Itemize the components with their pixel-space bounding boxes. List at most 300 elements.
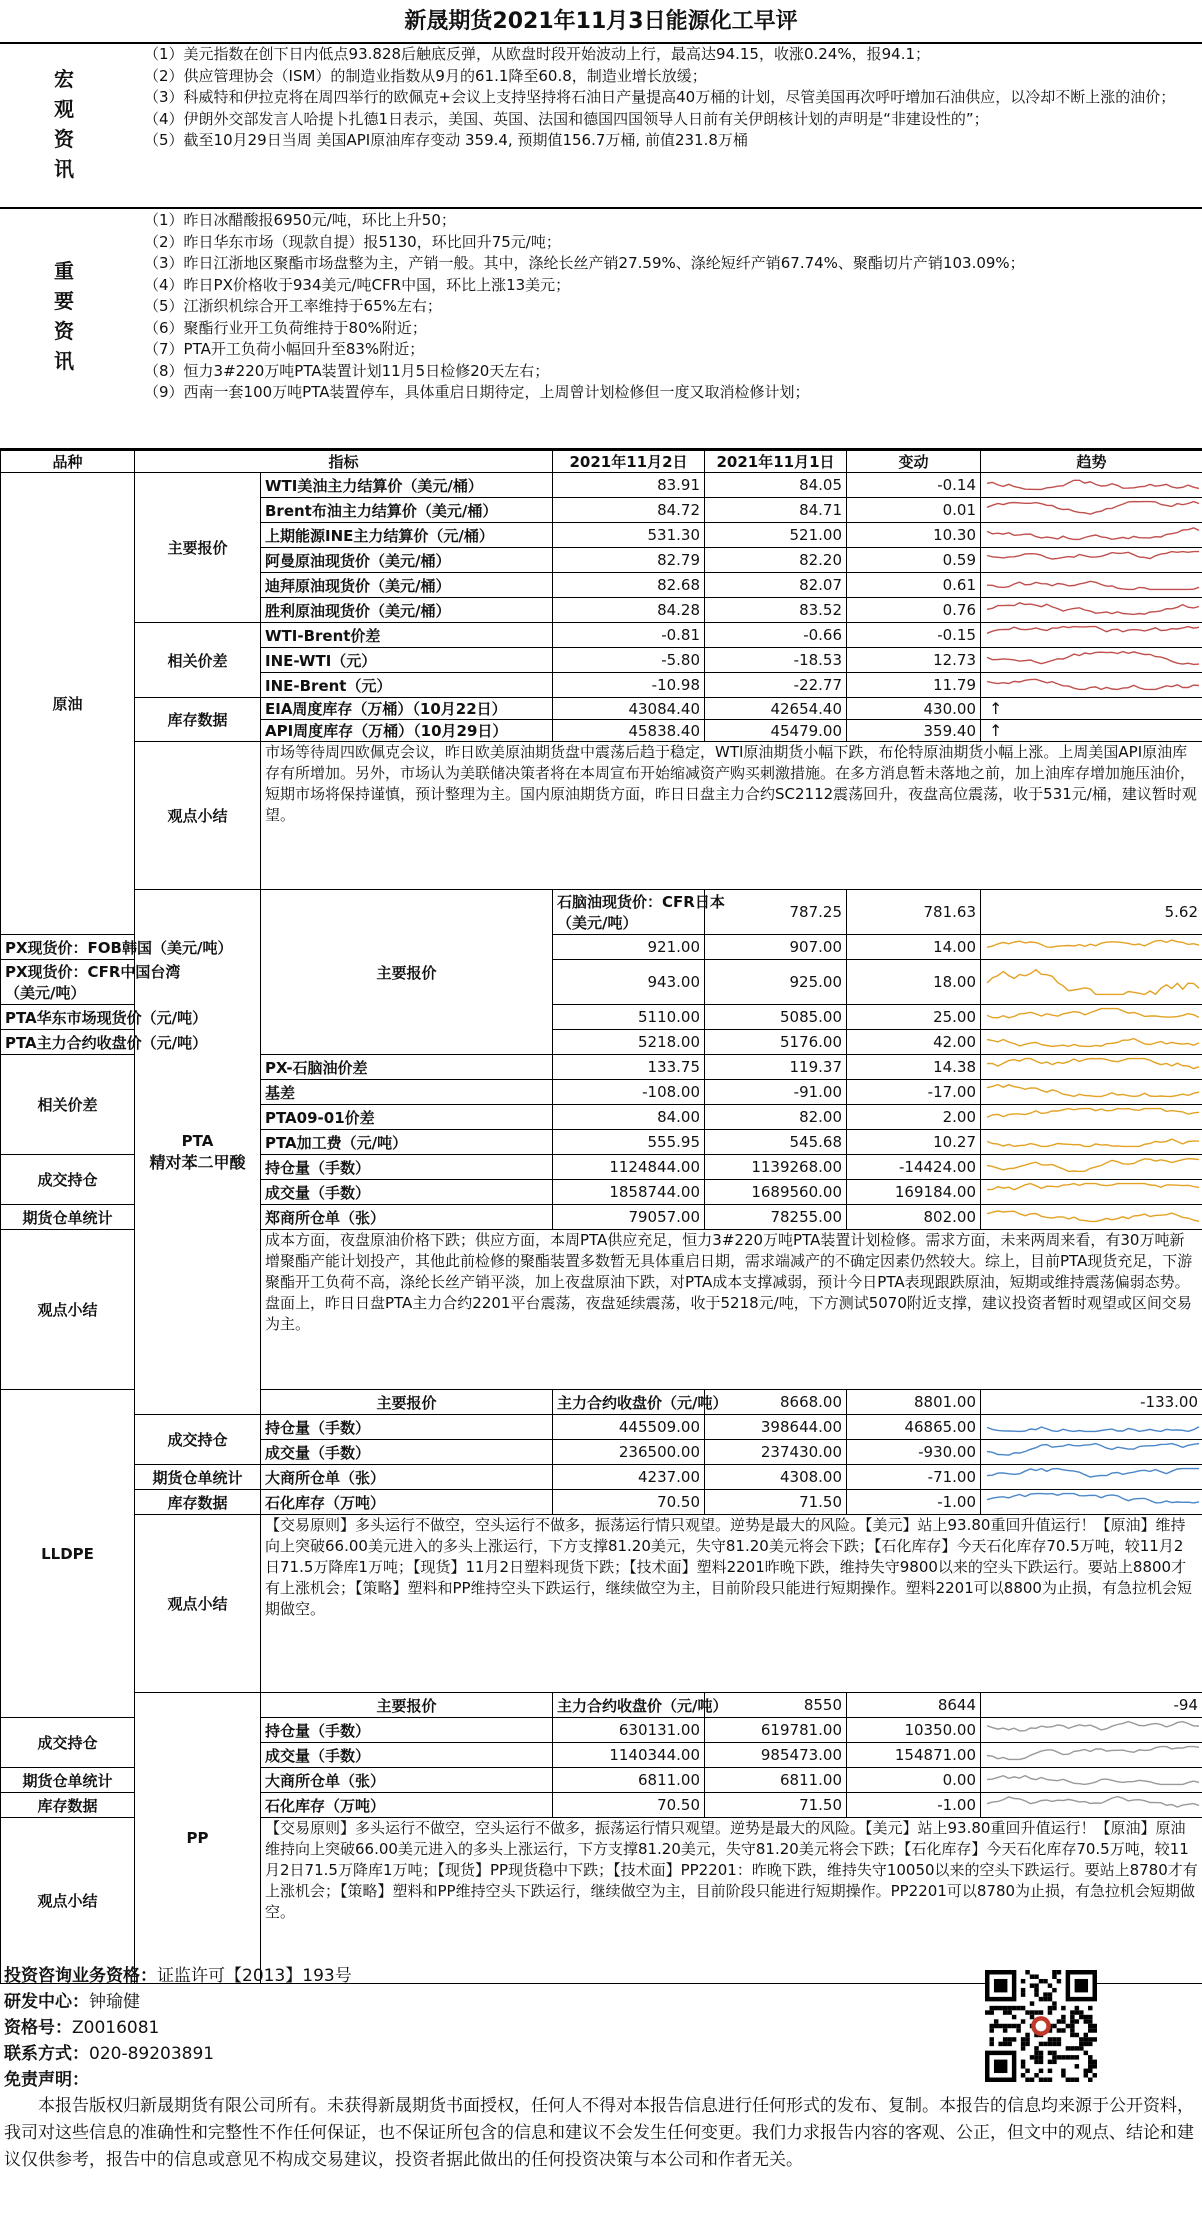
view-text: 【交易原则】多头运行不做空，空头运行不做多，振荡运行情只观望。逆势是最大的风险。【美元】站上93.80重回升值运行！【原油】原油维持向上突破66.00美元进入的多头上涨运行，下方支撑81.20美元，失守81.20美元将会下跌；【石化库存】今天石化库存70.5万吨，较11月2日71.5万降库1万吨；【现货】PP现货稳中下跌；【技术面】PP2201：昨晚下跌，维持失守10050以来的空头下跌运行。要站上8780才有上涨机会；【策略】塑料和PP维持空头下跌运行，继续做空为主，目前阶段只能进行短期操作。PP2201可以8780为止损，有急拉机会短期做空。 [261, 1818, 1202, 1984]
value-cell: 5085.00 [705, 1005, 847, 1030]
indicator-name: PX现货价：FOB韩国（美元/吨） [5, 938, 233, 957]
group-label: 库存数据 [1, 1793, 135, 1818]
trend-sparkline [985, 1743, 1201, 1763]
change-cell: 14.00 [847, 935, 981, 960]
indicator-label [261, 1465, 553, 1490]
rd-label: 研发中心： [4, 1992, 89, 2012]
value-cell: 555.95 [553, 1130, 705, 1155]
indicator-name: EIA周度库存（万桶）（10月22日） [265, 700, 507, 718]
value-cell: 781.63 [847, 890, 981, 935]
trend-sparkline [985, 1080, 1201, 1100]
indicator-label [553, 1390, 728, 1415]
trend-cell [981, 1490, 1202, 1515]
trend-sparkline [985, 623, 1201, 643]
change-cell: -94 [981, 1693, 1202, 1718]
indicator-label [1, 960, 181, 1005]
macro-item: （4）伊朗外交部发言人哈提卜扎德1日表示，美国、英国、法国和德国四国领导人日前有关伊朗核计划的声明是“非建设性的”； [144, 109, 989, 128]
trend-cell [981, 1793, 1202, 1818]
indicator-label [1, 1030, 208, 1055]
data-table [0, 450, 1202, 1984]
news-item: （2）昨日华东市场（现款自提）报5130，环比回升75元/吨； [144, 232, 561, 251]
value-cell: 8644 [847, 1693, 981, 1718]
indicator-label [261, 1490, 553, 1515]
macro-item: （1）美元指数在创下日内低点93.828后触底反弹，从欧盘时段开始波动上行，最高达94.15，收涨0.24%，报94.1； [144, 45, 931, 63]
change-cell: 18.00 [847, 960, 981, 1005]
indicator-name: PX现货价：CFR中国台湾 [5, 963, 181, 981]
trend-cell [981, 1030, 1202, 1055]
header-date1: 2021年11月2日 [553, 451, 705, 473]
up-arrow-icon: ↑ [989, 699, 1003, 718]
value-cell: -0.81 [553, 623, 705, 648]
news-item: （6）聚酯行业开工负荷维持于80%附近； [144, 318, 427, 337]
value-cell: -5.80 [553, 648, 705, 673]
group-label: 观点小结 [135, 1515, 261, 1693]
indicator-name: 基差 [265, 1083, 296, 1102]
indicator-name: 石化库存（万吨） [265, 1796, 386, 1815]
news-item: （4）昨日PX价格收于934美元/吨CFR中国，环比上涨13美元； [144, 275, 571, 294]
value-cell: 82.20 [705, 548, 847, 573]
macro-item: （2）供应管理协会（ISM）的制造业指数从9月的61.1降至60.8，制造业增长放缓； [144, 66, 707, 85]
trend-sparkline [985, 960, 1201, 1000]
macro-item: （3）科威特和伊拉克将在周四举行的欧佩克+会议上支持坚持将石油日产量提高40万桶的计划，尽管美国再次呼吁增加石油供应，以冷却不断上涨的油价； [144, 88, 1176, 106]
trend-sparkline [985, 1130, 1201, 1150]
value-cell: 787.25 [705, 890, 847, 935]
trend-cell [981, 935, 1202, 960]
group-label: 库存数据 [135, 698, 261, 742]
indicator-name: PX-石脑油价差 [265, 1058, 368, 1077]
trend-sparkline [985, 1205, 1201, 1225]
trend-cell [981, 1055, 1202, 1080]
trend-sparkline [985, 1105, 1201, 1125]
change-cell: -930.00 [847, 1440, 981, 1465]
value-cell: 8550 [705, 1693, 847, 1718]
value-cell: 84.72 [553, 498, 705, 523]
value-cell: 943.00 [553, 960, 705, 1005]
indicator-name: 郑商所仓单（张） [265, 1208, 386, 1227]
trend-cell [981, 1205, 1202, 1230]
value-cell: 925.00 [705, 960, 847, 1005]
indicator-label [261, 673, 553, 698]
change-cell: 430.00 [847, 698, 981, 720]
trend-sparkline [985, 1793, 1201, 1813]
qual-label: 资格号： [4, 2018, 72, 2038]
table-row [1, 1490, 1202, 1515]
news-item: （7）PTA开工负荷小幅回升至83%附近； [144, 340, 425, 358]
value-cell: 5110.00 [553, 1005, 705, 1030]
value-cell: 4308.00 [705, 1465, 847, 1490]
indicator-name: INE-WTI（元） [265, 651, 377, 670]
trend-cell [981, 1155, 1202, 1180]
header-change: 变动 [847, 451, 981, 473]
indicator-label [261, 1440, 553, 1465]
value-cell: 70.50 [553, 1793, 705, 1818]
table-row [1, 1693, 1202, 1718]
value-cell: 8668.00 [705, 1390, 847, 1415]
value-cell: 42654.40 [705, 698, 847, 720]
change-cell: -0.15 [847, 623, 981, 648]
view-text: 成本方面，夜盘原油价格下跌；供应方面，本周PTA供应充足，恒力3#220万吨PTA装置计划检修。需求方面，未来两周来看，有30万吨新增聚酯产能计划投产，其他此前检修的聚酯装置多数暂无具体重启日期，需求端减产的不确定因素仍然较大。综上，目前PTA现货充足，下游聚酯开工负荷不高，涤纶长丝产销平淡，加上夜盘原油下跌，对PTA成本支撑减弱，预计今日PTA表现跟跌原油，短期或维持震荡偏弱态势。盘面上，昨日日盘PTA主力合约2201平台震荡，夜盘延续震荡，收于5218元/吨，下方测试5070附近支撑，建议投资者暂时观望或区间交易为主。 [261, 1230, 1202, 1390]
pp-name-cell [135, 1693, 261, 1984]
value-cell: 45479.00 [705, 720, 847, 742]
value-cell: -0.66 [705, 623, 847, 648]
macro-list [144, 44, 1194, 152]
indicator-label [553, 1693, 728, 1718]
news-item: （3）昨日江浙地区聚酯市场盘整为主，产销一般。其中，涤纶长丝产销27.59%、涤纶短纤产销67.74%、聚酯切片产销103.09%； [144, 254, 1025, 272]
change-cell: 359.40 [847, 720, 981, 742]
change-cell: -0.14 [847, 473, 981, 498]
trend-cell [981, 573, 1202, 598]
change-cell: 10350.00 [847, 1718, 981, 1743]
change-cell: -1.00 [847, 1490, 981, 1515]
change-cell: 0.00 [847, 1768, 981, 1793]
indicator-label [261, 1768, 553, 1793]
indicator-name: 成交量（手数） [265, 1443, 371, 1462]
lldpe-name: LLDPE [41, 1544, 94, 1563]
value-cell: 82.79 [553, 548, 705, 573]
indicator-name: 持仓量（手数） [265, 1721, 371, 1740]
value-cell: 43084.40 [553, 698, 705, 720]
change-cell: 14.38 [847, 1055, 981, 1080]
value-cell: -22.77 [705, 673, 847, 698]
indicator-label [261, 1793, 553, 1818]
indicator-label [261, 548, 553, 573]
table-row [1, 890, 1202, 935]
indicator-label [261, 1130, 553, 1155]
change-cell: -133.00 [981, 1390, 1202, 1415]
value-cell: 521.00 [705, 523, 847, 548]
value-cell: 133.75 [553, 1055, 705, 1080]
indicator-name: INE-Brent（元） [265, 676, 392, 695]
value-cell: 1139268.00 [705, 1155, 847, 1180]
news-item: （8）恒力3#220万吨PTA装置计划11月5日检修20天左右； [144, 361, 550, 380]
crude-name-cell [1, 473, 135, 935]
indicator-label [1, 935, 233, 960]
group-label: 相关价差 [135, 623, 261, 698]
change-cell: 10.30 [847, 523, 981, 548]
disclaimer-label: 免责声明： [4, 2070, 89, 2090]
value-cell: 82.00 [705, 1105, 847, 1130]
value-cell: 237430.00 [705, 1440, 847, 1465]
indicator-label [261, 623, 553, 648]
news-list [144, 210, 1194, 404]
trend-cell [981, 1465, 1202, 1490]
trend-sparkline [985, 1030, 1201, 1050]
group-label: 期货仓单统计 [1, 1205, 135, 1230]
value-cell: 907.00 [705, 935, 847, 960]
group-label: 成交持仓 [135, 1415, 261, 1465]
value-cell: 619781.00 [705, 1718, 847, 1743]
indicator-label [261, 573, 553, 598]
license-value: 证监许可【2013】193号 [157, 1966, 352, 1986]
news-item: （1）昨日冰醋酸报6950元/吨，环比上升50； [144, 211, 456, 229]
up-arrow-icon: ↑ [989, 721, 1003, 740]
trend-cell [981, 1743, 1202, 1768]
table-row [1, 1465, 1202, 1490]
trend-sparkline [985, 498, 1201, 518]
indicator-name: 石脑油现货价：CFR日本 [557, 893, 725, 911]
trend-sparkline [985, 1440, 1201, 1460]
view-row [1, 1515, 1202, 1693]
value-cell: 70.50 [553, 1490, 705, 1515]
news-item: （5）江浙织机综合开工率维持于65%左右； [144, 297, 442, 315]
value-cell: -10.98 [553, 673, 705, 698]
value-cell: 531.30 [553, 523, 705, 548]
value-cell: 921.00 [553, 935, 705, 960]
value-cell: 71.50 [705, 1793, 847, 1818]
group-label: 成交持仓 [1, 1718, 135, 1768]
header-date2: 2021年11月1日 [705, 451, 847, 473]
license-label: 投资咨询业务资格： [4, 1966, 157, 1986]
view-text: 市场等待周四欧佩克会议，昨日欧美原油期货盘中震荡后趋于稳定，WTI原油期货小幅下跌，布伦特原油期货小幅上涨。上周美国API原油库存有所增加。另外，市场认为美联储决策者将在本周宣布开始缩减资产购买刺激措施。在多方消息暂未落地之前，加上油库存增加施压油价，短期市场将保持谨慎，预计整理为主。国内原油期货方面，昨日日盘主力合约SC2112震荡回升，夜盘高位震荡，收于531元/桶，建议暂时观望。 [261, 742, 1202, 890]
group-label: 主要报价 [261, 890, 553, 1055]
change-cell: 46865.00 [847, 1415, 981, 1440]
trend-cell [981, 1180, 1202, 1205]
indicator-name: 主力合约收盘价（元/吨） [557, 1696, 728, 1715]
contact-label: 联系方式： [4, 2044, 89, 2064]
value-cell: 82.07 [705, 573, 847, 598]
value-cell: 119.37 [705, 1055, 847, 1080]
value-cell: 78255.00 [705, 1205, 847, 1230]
indicator-name: 阿曼原油现货价（美元/桶） [265, 551, 451, 570]
trend-cell [981, 1105, 1202, 1130]
trend-cell [981, 523, 1202, 548]
indicator-name: 上期能源INE主力结算价（元/桶） [265, 526, 494, 545]
trend-cell [981, 1005, 1202, 1030]
value-cell: 236500.00 [553, 1440, 705, 1465]
qr-code-icon [985, 1970, 1097, 2082]
trend-sparkline [985, 523, 1201, 543]
trend-cell [981, 1718, 1202, 1743]
value-cell: 83.91 [553, 473, 705, 498]
value-cell: 8801.00 [847, 1390, 981, 1415]
value-cell: 83.52 [705, 598, 847, 623]
change-cell: 0.61 [847, 573, 981, 598]
trend-sparkline [985, 1155, 1201, 1175]
indicator-name: PTA加工费（元/吨） [265, 1133, 408, 1152]
view-row [1, 742, 1202, 890]
indicator-name: 持仓量（手数） [265, 1418, 371, 1437]
change-cell: 42.00 [847, 1030, 981, 1055]
indicator-name: Brent布油主力结算价（美元/桶） [265, 501, 498, 520]
indicator-label [261, 648, 553, 673]
table-row [1, 473, 1202, 498]
header-indicator: 指标 [135, 451, 553, 473]
indicator-label [261, 698, 553, 720]
indicator-name: 大商所仓单（张） [265, 1771, 386, 1790]
change-cell: 25.00 [847, 1005, 981, 1030]
header-variety: 品种 [1, 451, 135, 473]
value-cell: 84.05 [705, 473, 847, 498]
change-cell: -71.00 [847, 1465, 981, 1490]
value-cell: 5218.00 [553, 1030, 705, 1055]
trend-sparkline [985, 1415, 1201, 1435]
trend-sparkline [985, 573, 1201, 593]
indicator-name: WTI-Brent价差 [265, 626, 381, 645]
trend-cell [981, 498, 1202, 523]
table-row [1, 623, 1202, 648]
table-row [1, 1005, 1202, 1030]
indicator-label [261, 1155, 553, 1180]
indicator-label [261, 720, 553, 742]
indicator-label [261, 473, 553, 498]
lldpe-name-cell [1, 1390, 135, 1718]
pta-name: PTA [181, 1131, 214, 1150]
change-cell: -1.00 [847, 1793, 981, 1818]
value-cell: 84.00 [553, 1105, 705, 1130]
trend-cell [981, 1440, 1202, 1465]
indicator-name: 持仓量（手数） [265, 1158, 371, 1177]
group-label: 期货仓单统计 [1, 1768, 135, 1793]
trend-cell [981, 960, 1202, 1005]
indicator-name: 大商所仓单（张） [265, 1468, 386, 1487]
value-cell: -108.00 [553, 1080, 705, 1105]
disclaimer-text: 本报告版权归新晟期货有限公司所有。未获得新晟期货书面授权，任何人不得对本报告信息进行任何形式的发布、复制。本报告的信息均来源于公开资料，我司对这些信息的准确性和完整性不作任何保证，也不保证所包含的信息和建议不会发生任何变更。我们力求报告内容的客观、公正，但文中的观点、结论和建议仅供参考，报告中的信息或意见不构成交易建议，投资者据此做出的任何投资决策与本公司和作者无关。 [4, 2096, 1194, 2170]
value-cell: -18.53 [705, 648, 847, 673]
trend-cell [981, 473, 1202, 498]
value-cell: 6811.00 [705, 1768, 847, 1793]
news-label: 重 要 资 讯 [54, 259, 74, 373]
indicator-label [261, 498, 553, 523]
pp-name: PP [186, 1829, 209, 1847]
trend-sparkline [985, 935, 1201, 955]
trend-sparkline [985, 1718, 1201, 1738]
trend-cell [981, 548, 1202, 573]
group-label: 期货仓单统计 [135, 1465, 261, 1490]
indicator-label [261, 1180, 553, 1205]
value-cell: 1140344.00 [553, 1743, 705, 1768]
table-header-row [1, 451, 1202, 473]
indicator-label [261, 1415, 553, 1440]
change-cell: 2.00 [847, 1105, 981, 1130]
macro-item: （5）截至10月29日当周 美国API原油库存变动 359.4, 预期值156.7万桶, 前值231.8万桶 [144, 131, 748, 149]
group-label: 主要报价 [261, 1693, 553, 1718]
indicator-name: 迪拜原油现货价（美元/桶） [265, 576, 451, 595]
indicator-label [261, 1743, 553, 1768]
value-cell: 71.50 [705, 1490, 847, 1515]
change-cell: 5.62 [981, 890, 1202, 935]
indicator-label [261, 1718, 553, 1743]
group-label: 观点小结 [1, 1818, 135, 1984]
indicator-unit: （美元/吨） [5, 984, 86, 1002]
value-cell: 84.28 [553, 598, 705, 623]
table-row [1, 698, 1202, 720]
change-cell: 169184.00 [847, 1180, 981, 1205]
change-cell: -17.00 [847, 1080, 981, 1105]
change-cell: 0.76 [847, 598, 981, 623]
value-cell: 6811.00 [553, 1768, 705, 1793]
view-text: 【交易原则】多头运行不做空，空头运行不做多，振荡运行情只观望。逆势是最大的风险。【美元】站上93.80重回升值运行！【原油】维持向上突破66.00美元进入的多头上涨运行，下方支撑81.20美元，失守81.20美元将会下跌；【石化库存】今天石化库存70.5万吨，较11月2日71.5万降库1万吨；【现货】11月2日塑料现货下跌；【技术面】塑料2201昨晚下跌，维持失守9800以来的空头下跌运行。要站上8800才有上涨机会；【策略】塑料和PP维持空头下跌运行，继续做空为主，目前阶段只能进行短期操作。塑料2201可以8800为止损，有急拉机会短期做空。 [261, 1515, 1202, 1693]
indicator-label [261, 1080, 553, 1105]
trend-sparkline [985, 648, 1201, 668]
trend-sparkline [985, 1768, 1201, 1788]
group-label: 成交持仓 [1, 1155, 135, 1205]
trend-sparkline [985, 1465, 1201, 1485]
indicator-label [553, 890, 725, 935]
table-row [1, 1030, 1202, 1055]
indicator-name: 主力合约收盘价（元/吨） [557, 1393, 728, 1412]
trend-cell [981, 648, 1202, 673]
indicator-name: 成交量（手数） [265, 1746, 371, 1765]
trend-cell [981, 1768, 1202, 1793]
indicator-name: 石化库存（万吨） [265, 1493, 386, 1512]
trend-sparkline [985, 673, 1201, 693]
change-cell: 11.79 [847, 673, 981, 698]
change-cell: 0.01 [847, 498, 981, 523]
table-row [1, 935, 1202, 960]
indicator-name: 胜利原油现货价（美元/桶） [265, 601, 451, 620]
value-cell: 445509.00 [553, 1415, 705, 1440]
pta-subname: 精对苯二甲酸 [149, 1152, 246, 1172]
indicator-unit: （美元/吨） [557, 914, 638, 932]
indicator-label [261, 1205, 553, 1230]
report-title: 新晟期货2021年11月3日能源化工早评 [404, 9, 798, 34]
rd-value: 钟瑜健 [89, 1992, 140, 2012]
trend-sparkline [985, 1055, 1201, 1075]
header-trend: 趋势 [981, 451, 1202, 473]
group-label: 主要报价 [135, 473, 261, 623]
value-cell: 985473.00 [705, 1743, 847, 1768]
group-label: 库存数据 [135, 1490, 261, 1515]
value-cell: 1124844.00 [553, 1155, 705, 1180]
qual-value: Z0016081 [72, 2018, 160, 2038]
group-label: 相关价差 [1, 1055, 135, 1155]
value-cell: 45838.40 [553, 720, 705, 742]
group-label: 观点小结 [135, 742, 261, 890]
value-cell: 1689560.00 [705, 1180, 847, 1205]
indicator-label [261, 598, 553, 623]
indicator-name: WTI美油主力结算价（美元/桶） [265, 476, 483, 495]
trend-cell [981, 598, 1202, 623]
trend-sparkline [985, 548, 1201, 568]
change-cell: 0.59 [847, 548, 981, 573]
change-cell: 154871.00 [847, 1743, 981, 1768]
value-cell: 545.68 [705, 1130, 847, 1155]
value-cell: 82.68 [553, 573, 705, 598]
indicator-name: PTA09-01价差 [265, 1108, 375, 1127]
value-cell: 4237.00 [553, 1465, 705, 1490]
indicator-name: API周度库存（万桶）（10月29日） [265, 722, 508, 740]
indicator-label [261, 1055, 553, 1080]
change-cell: -14424.00 [847, 1155, 981, 1180]
trend-sparkline [985, 1180, 1201, 1200]
group-label: 观点小结 [1, 1230, 135, 1390]
indicator-name: PTA华东市场现货价（元/吨） [5, 1008, 208, 1027]
trend-cell [981, 1080, 1202, 1105]
change-cell: 12.73 [847, 648, 981, 673]
trend-cell [981, 1415, 1202, 1440]
trend-cell [981, 698, 1202, 720]
trend-cell [981, 623, 1202, 648]
value-cell: 630131.00 [553, 1718, 705, 1743]
macro-label: 宏 观 资 讯 [54, 67, 74, 181]
change-cell: 802.00 [847, 1205, 981, 1230]
trend-sparkline [985, 473, 1201, 493]
trend-sparkline [985, 1490, 1201, 1510]
contact-value: 020-89203891 [89, 2044, 215, 2064]
trend-cell [981, 720, 1202, 742]
trend-cell [981, 673, 1202, 698]
value-cell: -91.00 [705, 1080, 847, 1105]
value-cell: 398644.00 [705, 1415, 847, 1440]
trend-sparkline [985, 1005, 1201, 1025]
indicator-label [261, 523, 553, 548]
trend-cell [981, 1130, 1202, 1155]
value-cell: 5176.00 [705, 1030, 847, 1055]
indicator-label [261, 1105, 553, 1130]
indicator-name: 成交量（手数） [265, 1183, 371, 1202]
change-cell: 10.27 [847, 1130, 981, 1155]
value-cell: 79057.00 [553, 1205, 705, 1230]
